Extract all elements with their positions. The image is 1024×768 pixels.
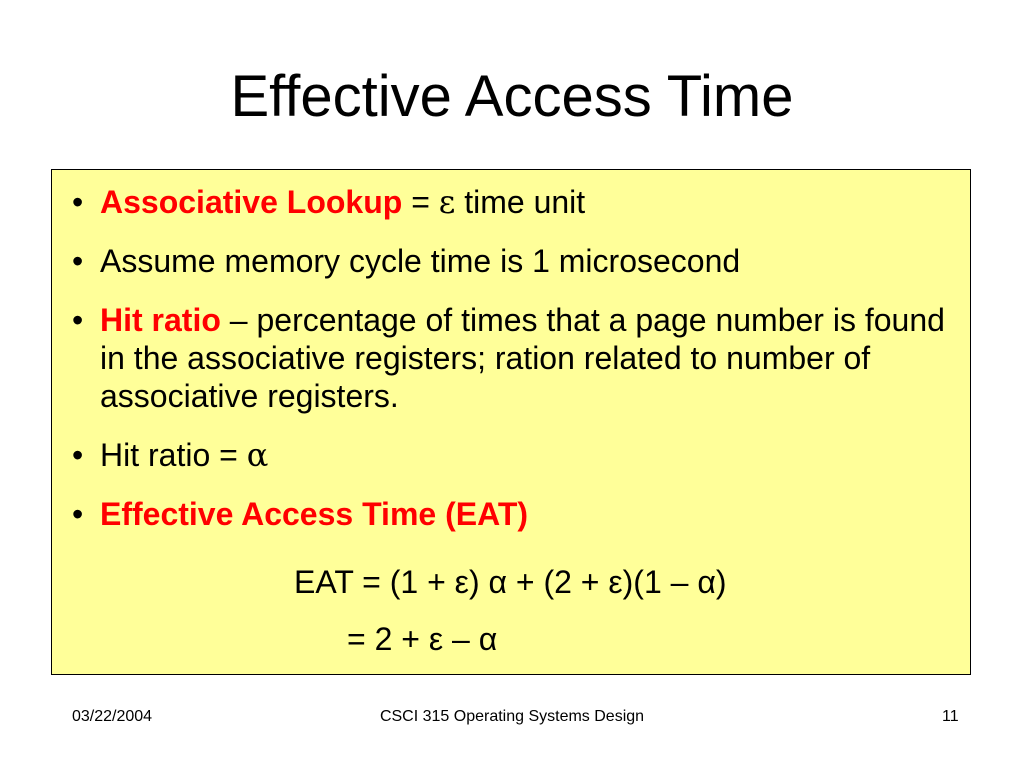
slide-title: Effective Access Time [230, 64, 794, 129]
footer-page-number: 11 [942, 708, 959, 725]
bullet-text: Assume memory cycle time is 1 microsecond [100, 243, 741, 279]
alpha-symbol: α [246, 436, 269, 474]
bullet-eat [52, 495, 970, 533]
bullet-text: Hit ratio = [100, 437, 247, 473]
epsilon-symbol: ε [438, 183, 456, 221]
bullet-marker: • [72, 184, 84, 220]
term-associative-lookup: Associative Lookup [100, 184, 403, 220]
content-box [51, 169, 971, 675]
bullet-marker: • [72, 496, 84, 532]
footer-course: CSCI 315 Operating Systems Design [379, 708, 645, 725]
bullet-memory-cycle [52, 242, 970, 280]
term-eat: Effective Access Time (EAT) [100, 496, 529, 532]
bullet-hit-ratio-alpha [52, 436, 970, 474]
eat-equation-line-1: EAT = (1 + ε) α + (2 + ε)(1 – α) [294, 564, 727, 600]
eat-equation-line-2: = 2 + ε – α [347, 621, 498, 657]
bullet-marker: • [72, 302, 84, 338]
bullet-rest: – percentage of times that a page number is found in the associative registers; ration related to number of associative registers. [100, 302, 945, 414]
equals-sign: = [402, 184, 439, 220]
bullet-rest: time unit [455, 184, 586, 220]
footer-date: 03/22/2004 [72, 708, 153, 725]
bullet-marker: • [72, 437, 84, 473]
bullet-marker: • [72, 243, 84, 279]
bullet-associative-lookup [52, 183, 970, 221]
term-hit-ratio: Hit ratio [100, 302, 221, 338]
bullet-list [52, 183, 970, 554]
bullet-hit-ratio-definition [52, 301, 970, 415]
